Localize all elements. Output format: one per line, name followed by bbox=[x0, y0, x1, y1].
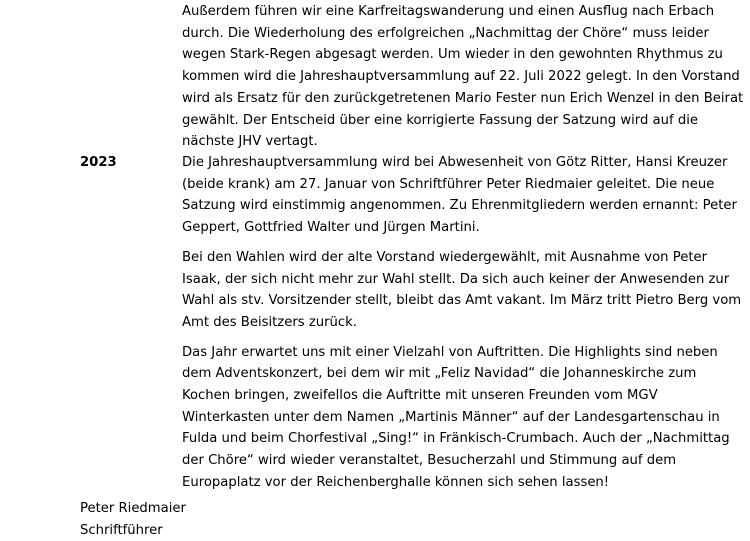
chronicle-paragraph: Die Jahreshauptversammlung wird bei Abwesenheit von Götz Ritter, Hansi Kreuzer (beide krank) am 27. Januar von Schriftführer Peter Riedmaier geleitet. Die neue Satzung wird einstimmig angenommen. Zu Ehrenmitgliedern werden ernannt: Peter Geppert, Gottfried Walter und Jürgen Martini. bbox=[182, 155, 737, 236]
chronicle-paragraph: Das Jahr erwartet uns mit einer Vielzahl von Auftritten. Die Highlights sind neben dem Adventskonzert, bei dem wir mit „Feliz Navidad“ die Johanneskirche zum Kochen bringen, zweifellos die Auftritte mit unseren Freunden vom MGV Winterkasten unter dem Namen „Martinis Männer“ auf der Landesgartenschau in Fulda und beim Chorfestival „Sing!“ in Fränkisch-Crumbach. Auch der „Nachmittag der Chöre“ wird wieder veranstaltet, Besucherzahl und Stimmung auf dem Europaplatz vor der Reichenberghalle können sich sehen lassen! bbox=[182, 344, 730, 490]
signature-name: Peter Riedmaier bbox=[80, 501, 186, 516]
year-label: 2023 bbox=[80, 155, 117, 170]
signature-role: Schriftführer bbox=[80, 522, 163, 538]
chronicle-paragraph: Bei den Wahlen wird der alte Vorstand wiedergewählt, mit Ausnahme von Peter Isaak, der sich nicht mehr zur Wahl stellt. Da sich auch keiner der Anwesenden zur Wahl als stv. Vorsitzender stellt, bleibt das Amt vakant. Im März tritt Pietro Berg vom Amt des Beisitzers zurück. bbox=[182, 249, 742, 330]
chronicle-paragraph: Außerdem führen wir eine Karfreitagswanderung und einen Ausflug nach Erbach durch. Die Wiederholung des erfolgreichen „Nachmittag der Chöre“ muss leider wegen Stark-Regen abgesagt werden. Um wieder in den gewohnten Rhythmus zu kommen wird die Jahreshauptversammlung auf 22. Juli 2022 gelegt. In den Vorstand wird als Ersatz für den zurückgetretenen Mario Fester nun Erich Wenzel in den Beirat gewählt. Der Entscheid über eine korrigierte Fassung der Satzung wird auf die nächste JHV vertagt. bbox=[182, 4, 744, 150]
chronicle-entry-text bbox=[182, 1, 748, 161]
signature-block bbox=[80, 498, 186, 541]
chronicle-entry-text bbox=[182, 152, 748, 502]
